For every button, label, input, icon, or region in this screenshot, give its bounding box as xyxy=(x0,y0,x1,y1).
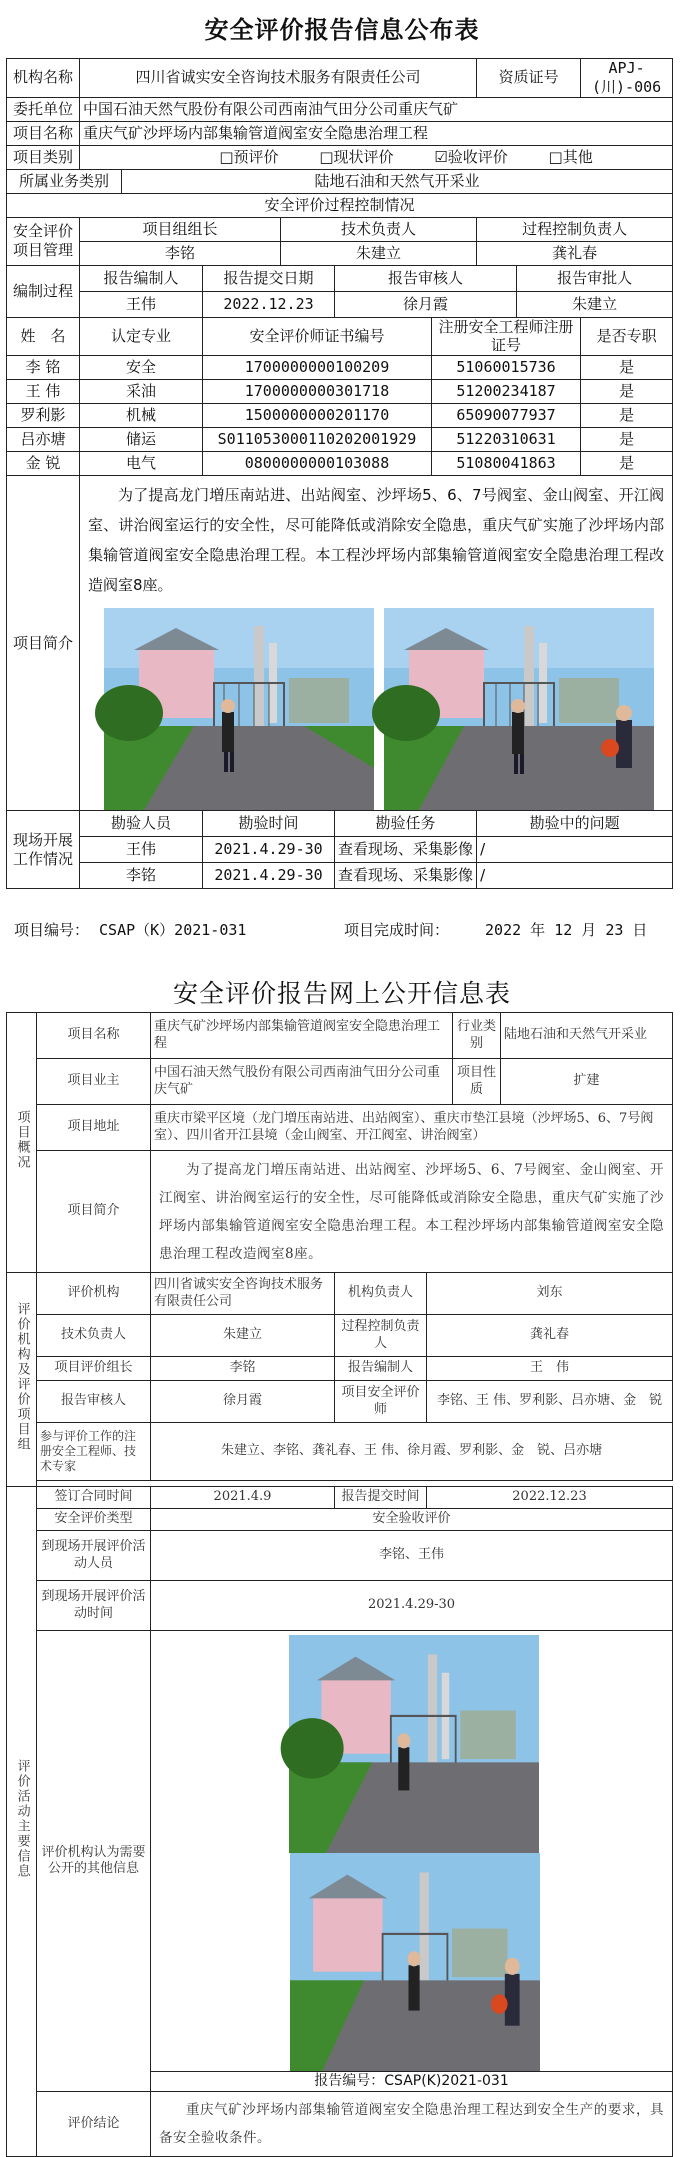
staff-major: 机械 xyxy=(80,404,203,428)
site-time: 2021.4.29-30 xyxy=(203,837,335,863)
conclusion-value: 重庆气矿沙坪场内部集输管道阀室安全隐患治理工程达到安全生产的要求，具备安全验收条件。 xyxy=(151,2092,673,2157)
staff-cert: 1700000000301718 xyxy=(203,380,432,404)
compile-header: 报告编制人 xyxy=(80,265,203,291)
staff-header: 注册安全工程师注册证号 xyxy=(432,317,581,356)
type-label: 安全评价类型 xyxy=(37,1509,151,1531)
staff-fulltime: 是 xyxy=(581,452,673,476)
staff-row xyxy=(7,452,673,476)
head-value: 刘东 xyxy=(427,1273,673,1315)
staff-name: 李 铭 xyxy=(7,356,80,380)
staff-header: 安全评价师证书编号 xyxy=(203,317,432,356)
industry-value: 陆地石油和天然气开采业 xyxy=(122,169,673,193)
category-option[interactable]: □现状评价 xyxy=(319,147,394,166)
org-value: 四川省诚实安全咨询技术服务有限责任公司 xyxy=(80,59,477,98)
nature-value: 扩建 xyxy=(501,1059,673,1105)
compile-value: 朱建立 xyxy=(517,291,673,317)
staff-reg: 51200234187 xyxy=(432,380,581,404)
compile-header: 报告审核人 xyxy=(335,265,517,291)
mgmt-header: 项目组组长 xyxy=(80,217,281,241)
mgmt-value: 李铭 xyxy=(80,241,281,265)
staff-fulltime: 是 xyxy=(581,404,673,428)
staff-major: 安全 xyxy=(80,356,203,380)
staff-cert: S011053000110202001929 xyxy=(203,428,432,452)
category-option[interactable]: □预评价 xyxy=(219,147,279,166)
site-photo-image xyxy=(289,1635,539,1853)
sign-value: 2021.4.9 xyxy=(151,1487,335,1509)
info-table-2 xyxy=(6,1012,673,2157)
tech-label: 技术负责人 xyxy=(37,1315,151,1357)
staff-reg: 51060015736 xyxy=(432,356,581,380)
site-issue: / xyxy=(477,837,673,863)
site-task: 查看现场、采集影像 xyxy=(335,863,477,889)
experts-value: 朱建立、李铭、龚礼春、王 伟、徐月霞、罗利影、金 锐、吕亦塘 xyxy=(151,1423,673,1481)
staff-name: 金 锐 xyxy=(7,452,80,476)
staff-name: 罗利影 xyxy=(7,404,80,428)
site-photo-2 xyxy=(290,1853,540,2071)
owner-value: 中国石油天然气股份有限公司西南油气田分公司重庆气矿 xyxy=(151,1059,453,1105)
section-agency: 评价机构及评价项目组 xyxy=(7,1273,37,1487)
org-label: 机构名称 xyxy=(7,59,80,98)
section-overview: 项目概况 xyxy=(7,1013,37,1273)
form-title-2: 安全评价报告网上公开信息表 xyxy=(172,979,511,1008)
checkbox-icon: □ xyxy=(219,147,234,166)
address-value: 重庆市梁平区境（龙门増压南站进、出站阀室）、重庆市垫江县境（沙坪场5、6、7号阀室）、四川省开江县境（金山阀室、开江阀室、讲治阀室） xyxy=(151,1105,673,1151)
category-options xyxy=(80,145,673,169)
staff-row xyxy=(7,428,673,452)
site-label: 现场开展 工作情况 xyxy=(7,811,80,889)
industry-label: 所属业务类别 xyxy=(7,169,122,193)
intro2-label: 项目简介 xyxy=(37,1151,151,1273)
agency-label: 评价机构 xyxy=(37,1273,151,1315)
type-value: 安全验收评价 xyxy=(151,1509,673,1531)
staff-reg: 65090077937 xyxy=(432,404,581,428)
intro-label: 项目简介 xyxy=(7,476,80,811)
category-option[interactable]: □其他 xyxy=(548,147,593,166)
staff-fulltime: 是 xyxy=(581,380,673,404)
staff-major: 采油 xyxy=(80,380,203,404)
category-option[interactable]: ☑验收评价 xyxy=(434,147,508,166)
site-photo xyxy=(104,608,374,810)
staff-cert: 0800000000103088 xyxy=(203,452,432,476)
writer-value: 王 伟 xyxy=(427,1357,673,1381)
staff-header: 认定专业 xyxy=(80,317,203,356)
submit-value: 2022.12.23 xyxy=(427,1487,673,1509)
site-header: 勘验中的问题 xyxy=(477,811,673,837)
staff-header: 是否专职 xyxy=(581,317,673,356)
evals-label: 项目安全评价师 xyxy=(335,1381,427,1423)
mgmt-header: 技术负责人 xyxy=(281,217,477,241)
site-photo xyxy=(384,608,654,810)
staff-cert: 1500000000201170 xyxy=(203,404,432,428)
site-time: 2021.4.29-30 xyxy=(203,863,335,889)
sign-label: 签订合同时间 xyxy=(37,1487,151,1509)
site-photo-image xyxy=(290,1853,540,2071)
staff-name: 王 伟 xyxy=(7,380,80,404)
evals-value: 李铭、王 伟、罗利影、吕亦塘、金 锐 xyxy=(427,1381,673,1423)
site-task: 查看现场、采集影像 xyxy=(335,837,477,863)
staff-fulltime: 是 xyxy=(581,428,673,452)
time-value: 2021.4.29-30 xyxy=(151,1581,673,1631)
mgmt-header: 过程控制负责人 xyxy=(477,217,673,241)
time-label: 到现场开展评价活动时间 xyxy=(37,1581,151,1631)
conclusion-label: 评价结论 xyxy=(37,2092,151,2157)
info-table-1 xyxy=(6,58,673,889)
people-label: 到现场开展评价活动人员 xyxy=(37,1531,151,1581)
industry-label: 行业类别 xyxy=(453,1013,501,1059)
agency-value: 四川省诚实安全咨询技术服务有限责任公司 xyxy=(151,1273,335,1315)
compile-value: 王伟 xyxy=(80,291,203,317)
address-label: 项目地址 xyxy=(37,1105,151,1151)
staff-row xyxy=(7,380,673,404)
intro-text: 为了提高龙门増压南站进、出站阀室、沙坪场5、6、7号阀室、金山阀室、开江阀室、讲治阀室运行的安全性，尽可能降低或消除安全隐患，重庆气矿实施了沙坪场内部集输管道阀室安全隐患治理工程。本工程沙坪场内部集输管道阀室安全隐患治理工程改造阀室8座。 xyxy=(88,486,665,594)
site-header: 勘验人员 xyxy=(80,811,203,837)
compile-value: 2022.12.23 xyxy=(203,291,335,317)
owner-label: 项目业主 xyxy=(37,1059,151,1105)
writer-label: 报告编制人 xyxy=(335,1357,427,1381)
site-photo-image xyxy=(104,608,374,810)
mgmt-value: 龚礼春 xyxy=(477,241,673,265)
staff-major: 储运 xyxy=(80,428,203,452)
experts-label: 参与评价工作的注册安全工程师、技术专家 xyxy=(37,1423,151,1481)
intro2-value: 为了提高龙门増压南站进、出站阀室、沙坪场5、6、7号阀室、金山阀室、开江阀室、讲治阀室运行的安全性，尽可能降低或消除安全隐患，重庆气矿实施了沙坪场内部集输管道阀室安全隐患治理工程。本工程沙坪场内部集输管道阀室安全隐患治理工程改造阀室8座。 xyxy=(151,1151,673,1273)
staff-row xyxy=(7,404,673,428)
people-value: 李铭、王伟 xyxy=(151,1531,673,1581)
staff-row xyxy=(7,356,673,380)
staff-reg: 51080041863 xyxy=(432,452,581,476)
staff-name: 吕亦塘 xyxy=(7,428,80,452)
checkbox-checked-icon: ☑ xyxy=(434,147,448,166)
head-label: 机构负责人 xyxy=(335,1273,427,1315)
site-person: 王伟 xyxy=(80,837,203,863)
proc-label: 过程控制负责人 xyxy=(335,1315,427,1357)
section-activity: 评价活动主要信息 xyxy=(7,1487,37,2157)
compile-header: 报告提交日期 xyxy=(203,265,335,291)
site-header: 勘验时间 xyxy=(203,811,335,837)
mgmt-label: 安全评价 项目管理 xyxy=(7,217,80,265)
project-number: 项目编号： CSAP（K）2021-031 xyxy=(14,921,247,939)
other-label: 评价机构认为需要公开的其他信息 xyxy=(37,1631,151,2092)
compile-value: 徐月霞 xyxy=(335,291,517,317)
staff-major: 电气 xyxy=(80,452,203,476)
tech-value: 朱建立 xyxy=(151,1315,335,1357)
review-value: 徐月霞 xyxy=(151,1381,335,1423)
compile-label: 编制过程 xyxy=(7,265,80,317)
category-label: 项目类别 xyxy=(7,145,80,169)
site-person: 李铭 xyxy=(80,863,203,889)
site-header: 勘验任务 xyxy=(335,811,477,837)
staff-header: 姓 名 xyxy=(7,317,80,356)
report-number: 报告编号：CSAP(K)2021-031 xyxy=(151,2072,673,2092)
industry-value: 陆地石油和天然气开采业 xyxy=(501,1013,673,1059)
staff-reg: 51220310631 xyxy=(432,428,581,452)
project-label: 项目名称 xyxy=(7,121,80,145)
compile-header: 报告审批人 xyxy=(517,265,673,291)
leader-label: 项目评价组长 xyxy=(37,1357,151,1381)
checkbox-icon: □ xyxy=(319,147,334,166)
checkbox-icon: □ xyxy=(548,147,563,166)
mgmt-value: 朱建立 xyxy=(281,241,477,265)
site-photo-2 xyxy=(289,1635,539,1853)
nature-label: 项目性质 xyxy=(453,1059,501,1105)
staff-rows xyxy=(7,356,673,476)
site-issue: / xyxy=(477,863,673,889)
process-header: 安全评价过程控制情况 xyxy=(7,193,673,217)
name-label: 项目名称 xyxy=(37,1013,151,1059)
staff-fulltime: 是 xyxy=(581,356,673,380)
client-value: 中国石油天然气股份有限公司西南油气田分公司重庆气矿 xyxy=(80,97,673,121)
client-label: 委托单位 xyxy=(7,97,80,121)
name-value: 重庆气矿沙坪场内部集输管道阀室安全隐患治理工程 xyxy=(151,1013,453,1059)
cert-label: 资质证号 xyxy=(477,59,581,98)
completion-date: 项目完成时间： 2022 年 12 月 23 日 xyxy=(344,921,648,939)
form-title-1: 安全评价报告信息公布表 xyxy=(204,16,480,44)
submit-label: 报告提交时间 xyxy=(335,1487,427,1509)
staff-cert: 1700000000100209 xyxy=(203,356,432,380)
project-value: 重庆气矿沙坪场内部集输管道阀室安全隐患治理工程 xyxy=(80,121,673,145)
site-photo-image xyxy=(384,608,654,810)
proc-value: 龚礼春 xyxy=(427,1315,673,1357)
leader-value: 李铭 xyxy=(151,1357,335,1381)
review-label: 报告审核人 xyxy=(37,1381,151,1423)
cert-value: APJ-(川)-006 xyxy=(581,59,673,98)
